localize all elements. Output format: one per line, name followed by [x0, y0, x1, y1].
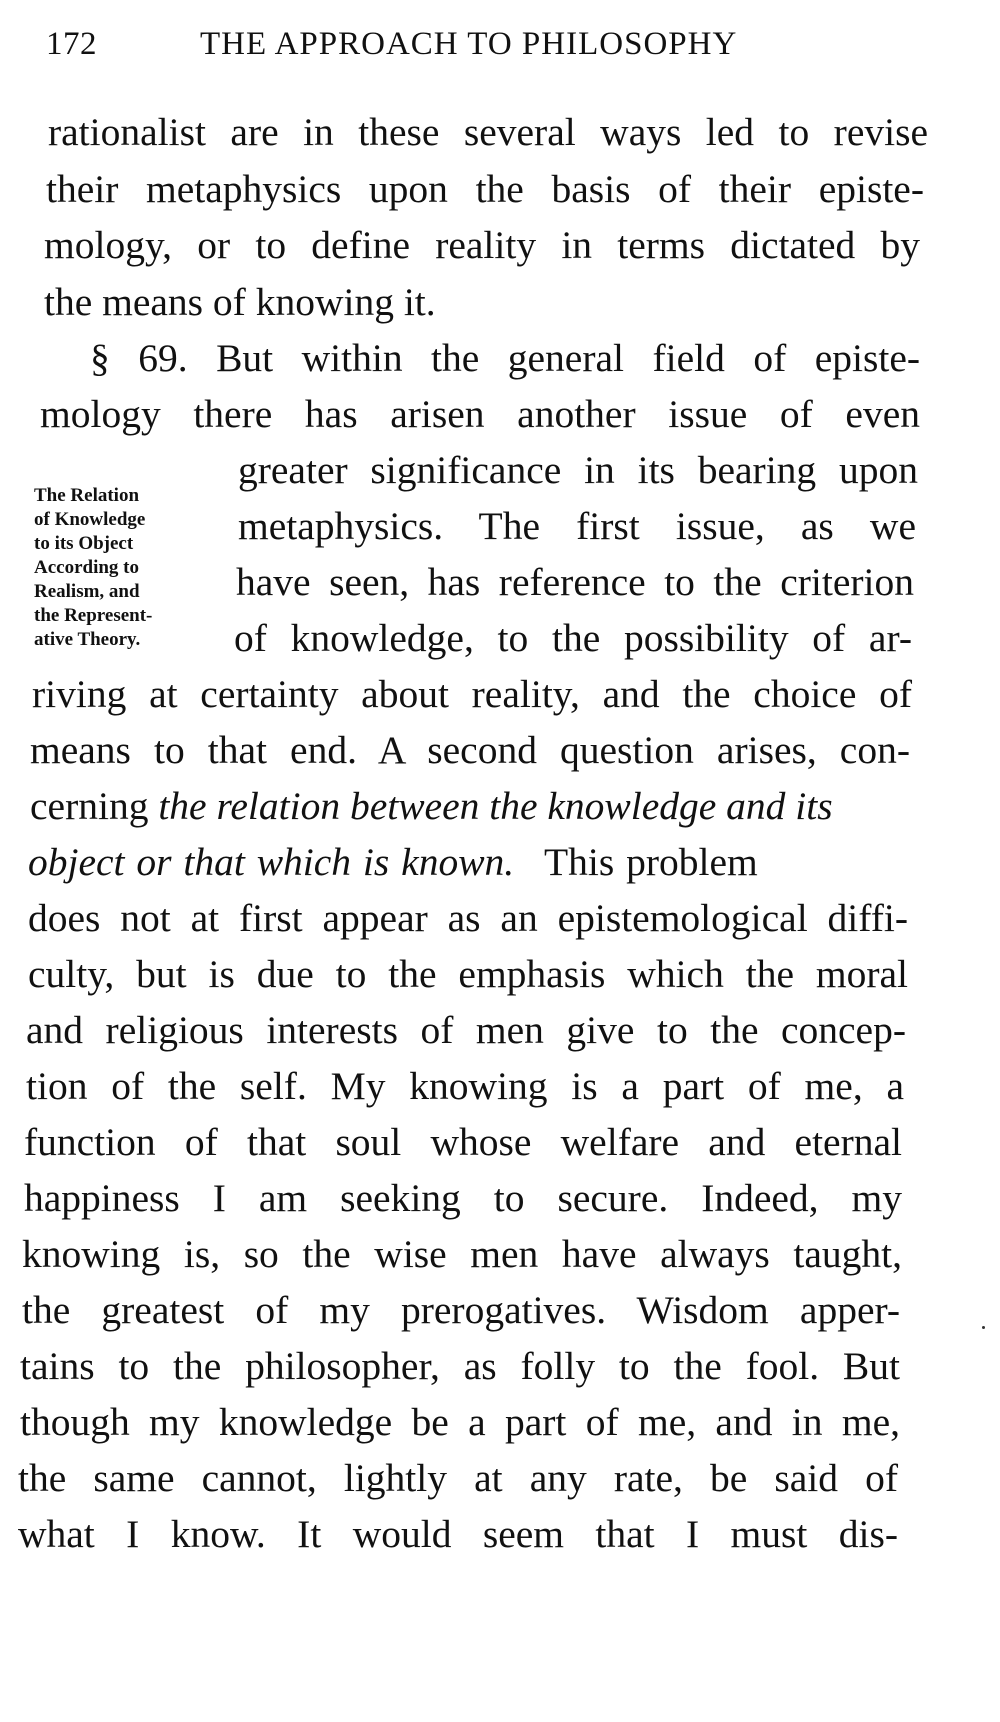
page-number: 172 — [46, 26, 97, 62]
text-run: cerning — [30, 784, 149, 828]
text-line: and religious interests of men give to the concep- — [26, 1008, 906, 1052]
text-line: mology, or to define reality in terms dictated by — [44, 223, 920, 267]
text-line: the same cannot, lightly at any rate, be said of — [18, 1456, 898, 1500]
marginal-note-line: of Knowledge — [34, 509, 146, 530]
text-line: means to that end. A second question arises, con- — [30, 728, 910, 772]
text-line: the greatest of my prerogatives. Wisdom apper- — [22, 1288, 900, 1332]
text-line: tains to the philosopher, as folly to the fool. But — [20, 1344, 900, 1388]
text-line: rationalist are in these several ways led to revise — [48, 110, 928, 154]
text-line: happiness I am seeking to secure. Indeed, my — [24, 1176, 902, 1220]
text-line: culty, but is due to the emphasis which the moral — [28, 952, 908, 996]
text-line: knowing is, so the wise men have always taught, — [22, 1232, 902, 1276]
text-line: of knowledge, to the possibility of ar- — [234, 616, 912, 660]
running-title: THE APPROACH TO PHILOSOPHY — [200, 26, 738, 62]
text-line — [30, 782, 910, 830]
text-line: function of that soul whose welfare and eternal — [24, 1120, 902, 1164]
italic-phrase: object or that which is known. — [28, 840, 515, 884]
text-run: This problem — [544, 840, 758, 884]
italic-phrase: the relation between the knowledge and its — [158, 784, 833, 828]
text-line: what I know. It would seem that I must dis- — [18, 1512, 898, 1556]
text-line: metaphysics. The first issue, as we — [238, 504, 916, 548]
text-line: riving at certainty about reality, and the choice of — [32, 672, 912, 716]
text-line: tion of the self. My knowing is a part of me, a — [26, 1064, 904, 1108]
text-line: does not at first appear as an epistemological diffi- — [28, 896, 908, 940]
marginal-note-line: According to — [34, 557, 140, 578]
text-line: greater significance in its bearing upon — [238, 448, 918, 492]
marginal-note-line: to its Object — [34, 533, 134, 554]
text-line: their metaphysics upon the basis of their episte- — [46, 167, 924, 211]
text-line: mology there has arisen another issue of even — [40, 392, 920, 436]
text-line — [28, 838, 908, 886]
marginal-note-line: The Relation — [34, 485, 140, 506]
marginal-note — [34, 484, 224, 652]
marginal-note-line: Realism, and — [34, 581, 140, 602]
marginal-note-line: the Represent- — [34, 605, 153, 626]
marginal-note-line: ative Theory. — [34, 629, 141, 650]
text-line: § 69. But within the general field of episte- — [90, 336, 920, 380]
text-line: though my knowledge be a part of me, and in me, — [20, 1400, 900, 1444]
page-speck — [982, 1326, 985, 1329]
text-line: have seen, has reference to the criterion — [236, 560, 914, 604]
text-line: the means of knowing it. — [44, 280, 436, 324]
running-head — [46, 26, 926, 76]
